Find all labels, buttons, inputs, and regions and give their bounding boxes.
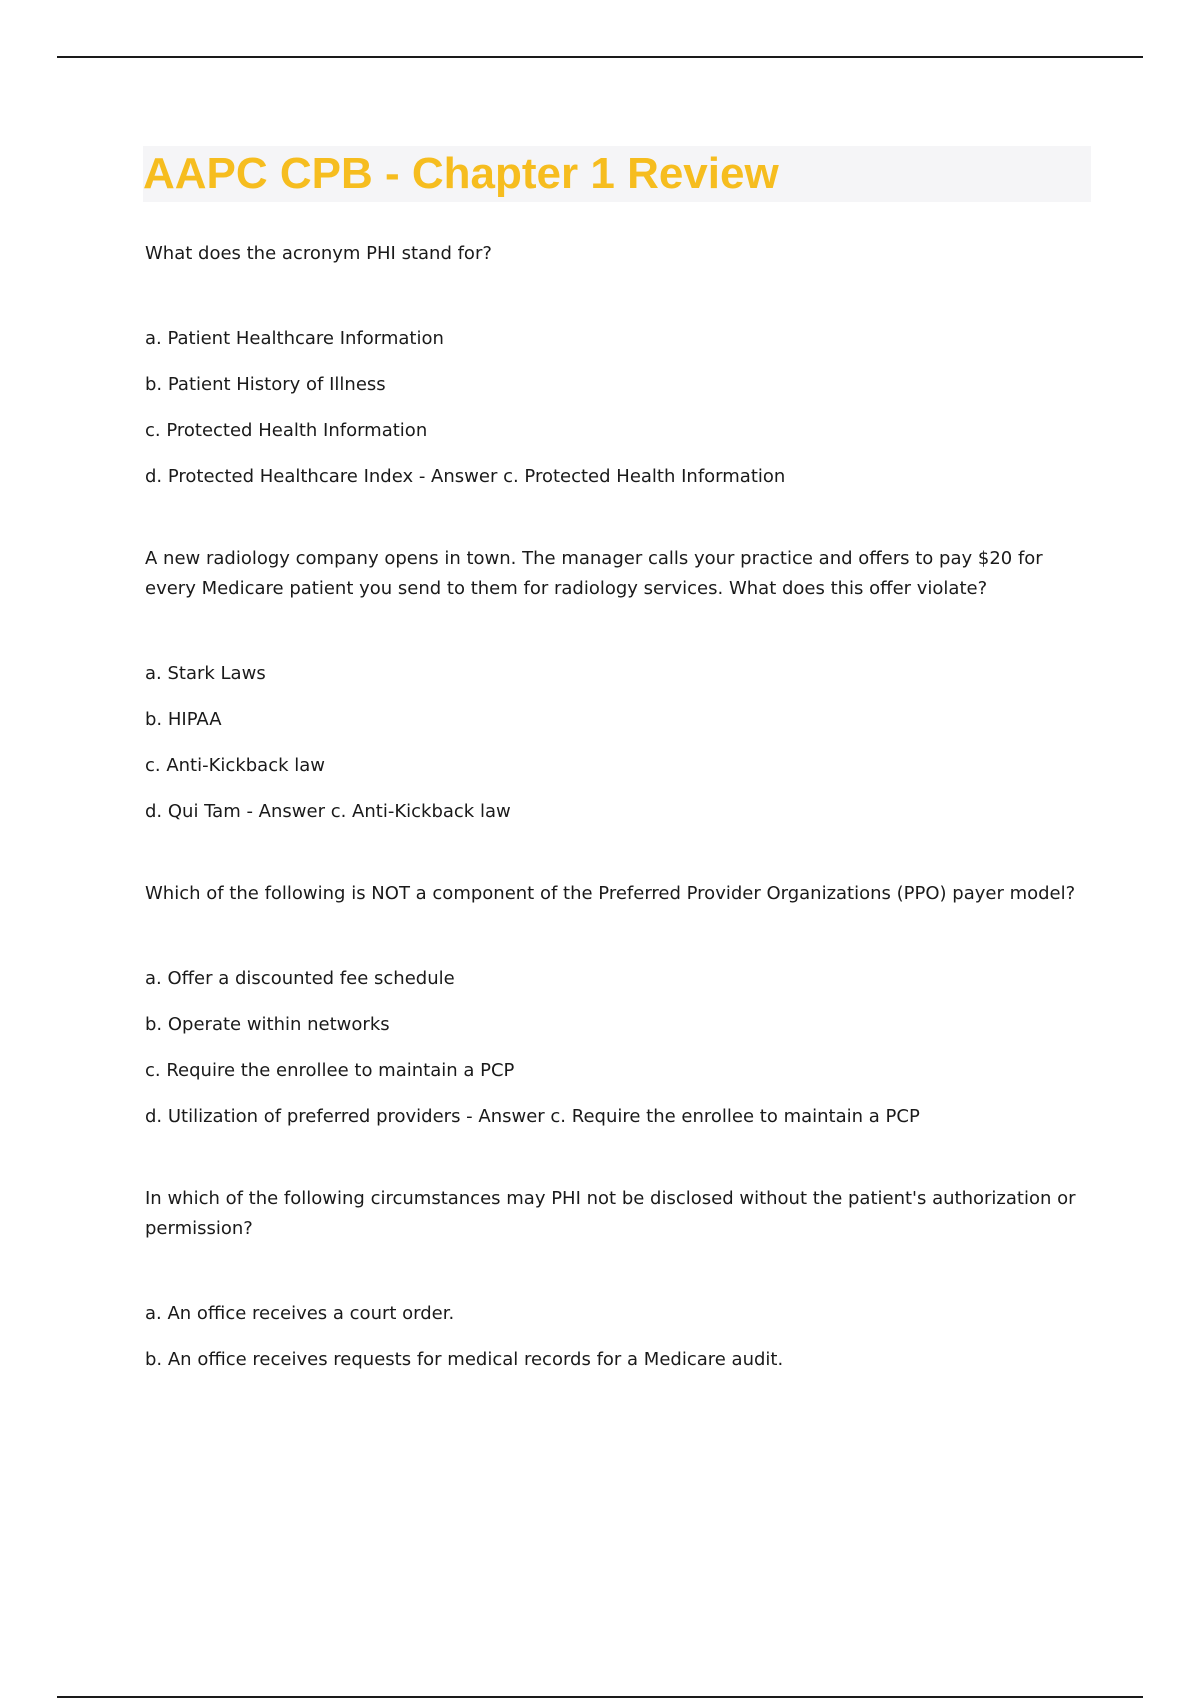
question-text: In which of the following circumstances may PHI not be disclosed without the patient's authorization or permission?	[145, 1188, 1076, 1239]
bottom-rule	[57, 1696, 1143, 1698]
top-rule	[57, 56, 1143, 58]
page-title: AAPC CPB - Chapter 1 Review	[143, 149, 779, 198]
document-body	[145, 146, 1091, 1394]
answer-option: d. Protected Healthcare Index - Answer c. Protected Health Information	[145, 466, 786, 487]
question-block-3	[145, 879, 1091, 1129]
answer-option: c. Require the enrollee to maintain a PCP	[145, 1060, 515, 1081]
answer-options	[145, 662, 1091, 824]
answer-option: a. Stark Laws	[145, 663, 266, 684]
question-block-1	[145, 239, 1091, 489]
answer-option: a. Patient Healthcare Information	[145, 328, 444, 349]
answer-option: d. Utilization of preferred providers - Answer c. Require the enrollee to maintain a PCP	[145, 1106, 920, 1127]
question-text: Which of the following is NOT a component of the Preferred Provider Organizations (PPO) payer model?	[145, 883, 1076, 904]
answer-option: b. Patient History of Illness	[145, 374, 386, 395]
answer-options	[145, 1302, 1091, 1372]
answer-option: a. Offer a discounted fee schedule	[145, 968, 455, 989]
answer-options	[145, 967, 1091, 1129]
answer-option: b. Operate within networks	[145, 1014, 390, 1035]
answer-option: d. Qui Tam - Answer c. Anti-Kickback law	[145, 801, 511, 822]
answer-option: b. HIPAA	[145, 709, 222, 730]
question-text: A new radiology company opens in town. The manager calls your practice and offers to pay $20 for every Medicare patient you send to them for radiology services. What does this offer violate?	[145, 548, 1043, 599]
question-block-2	[145, 544, 1091, 824]
answer-option: b. An office receives requests for medical records for a Medicare audit.	[145, 1349, 784, 1370]
answer-option: a. An office receives a court order.	[145, 1303, 455, 1324]
question-text: What does the acronym PHI stand for?	[145, 243, 492, 264]
title-band	[143, 146, 1091, 202]
answer-option: c. Protected Health Information	[145, 420, 428, 441]
answer-options	[145, 327, 1091, 489]
answer-option: c. Anti-Kickback law	[145, 755, 325, 776]
question-block-4	[145, 1184, 1091, 1372]
